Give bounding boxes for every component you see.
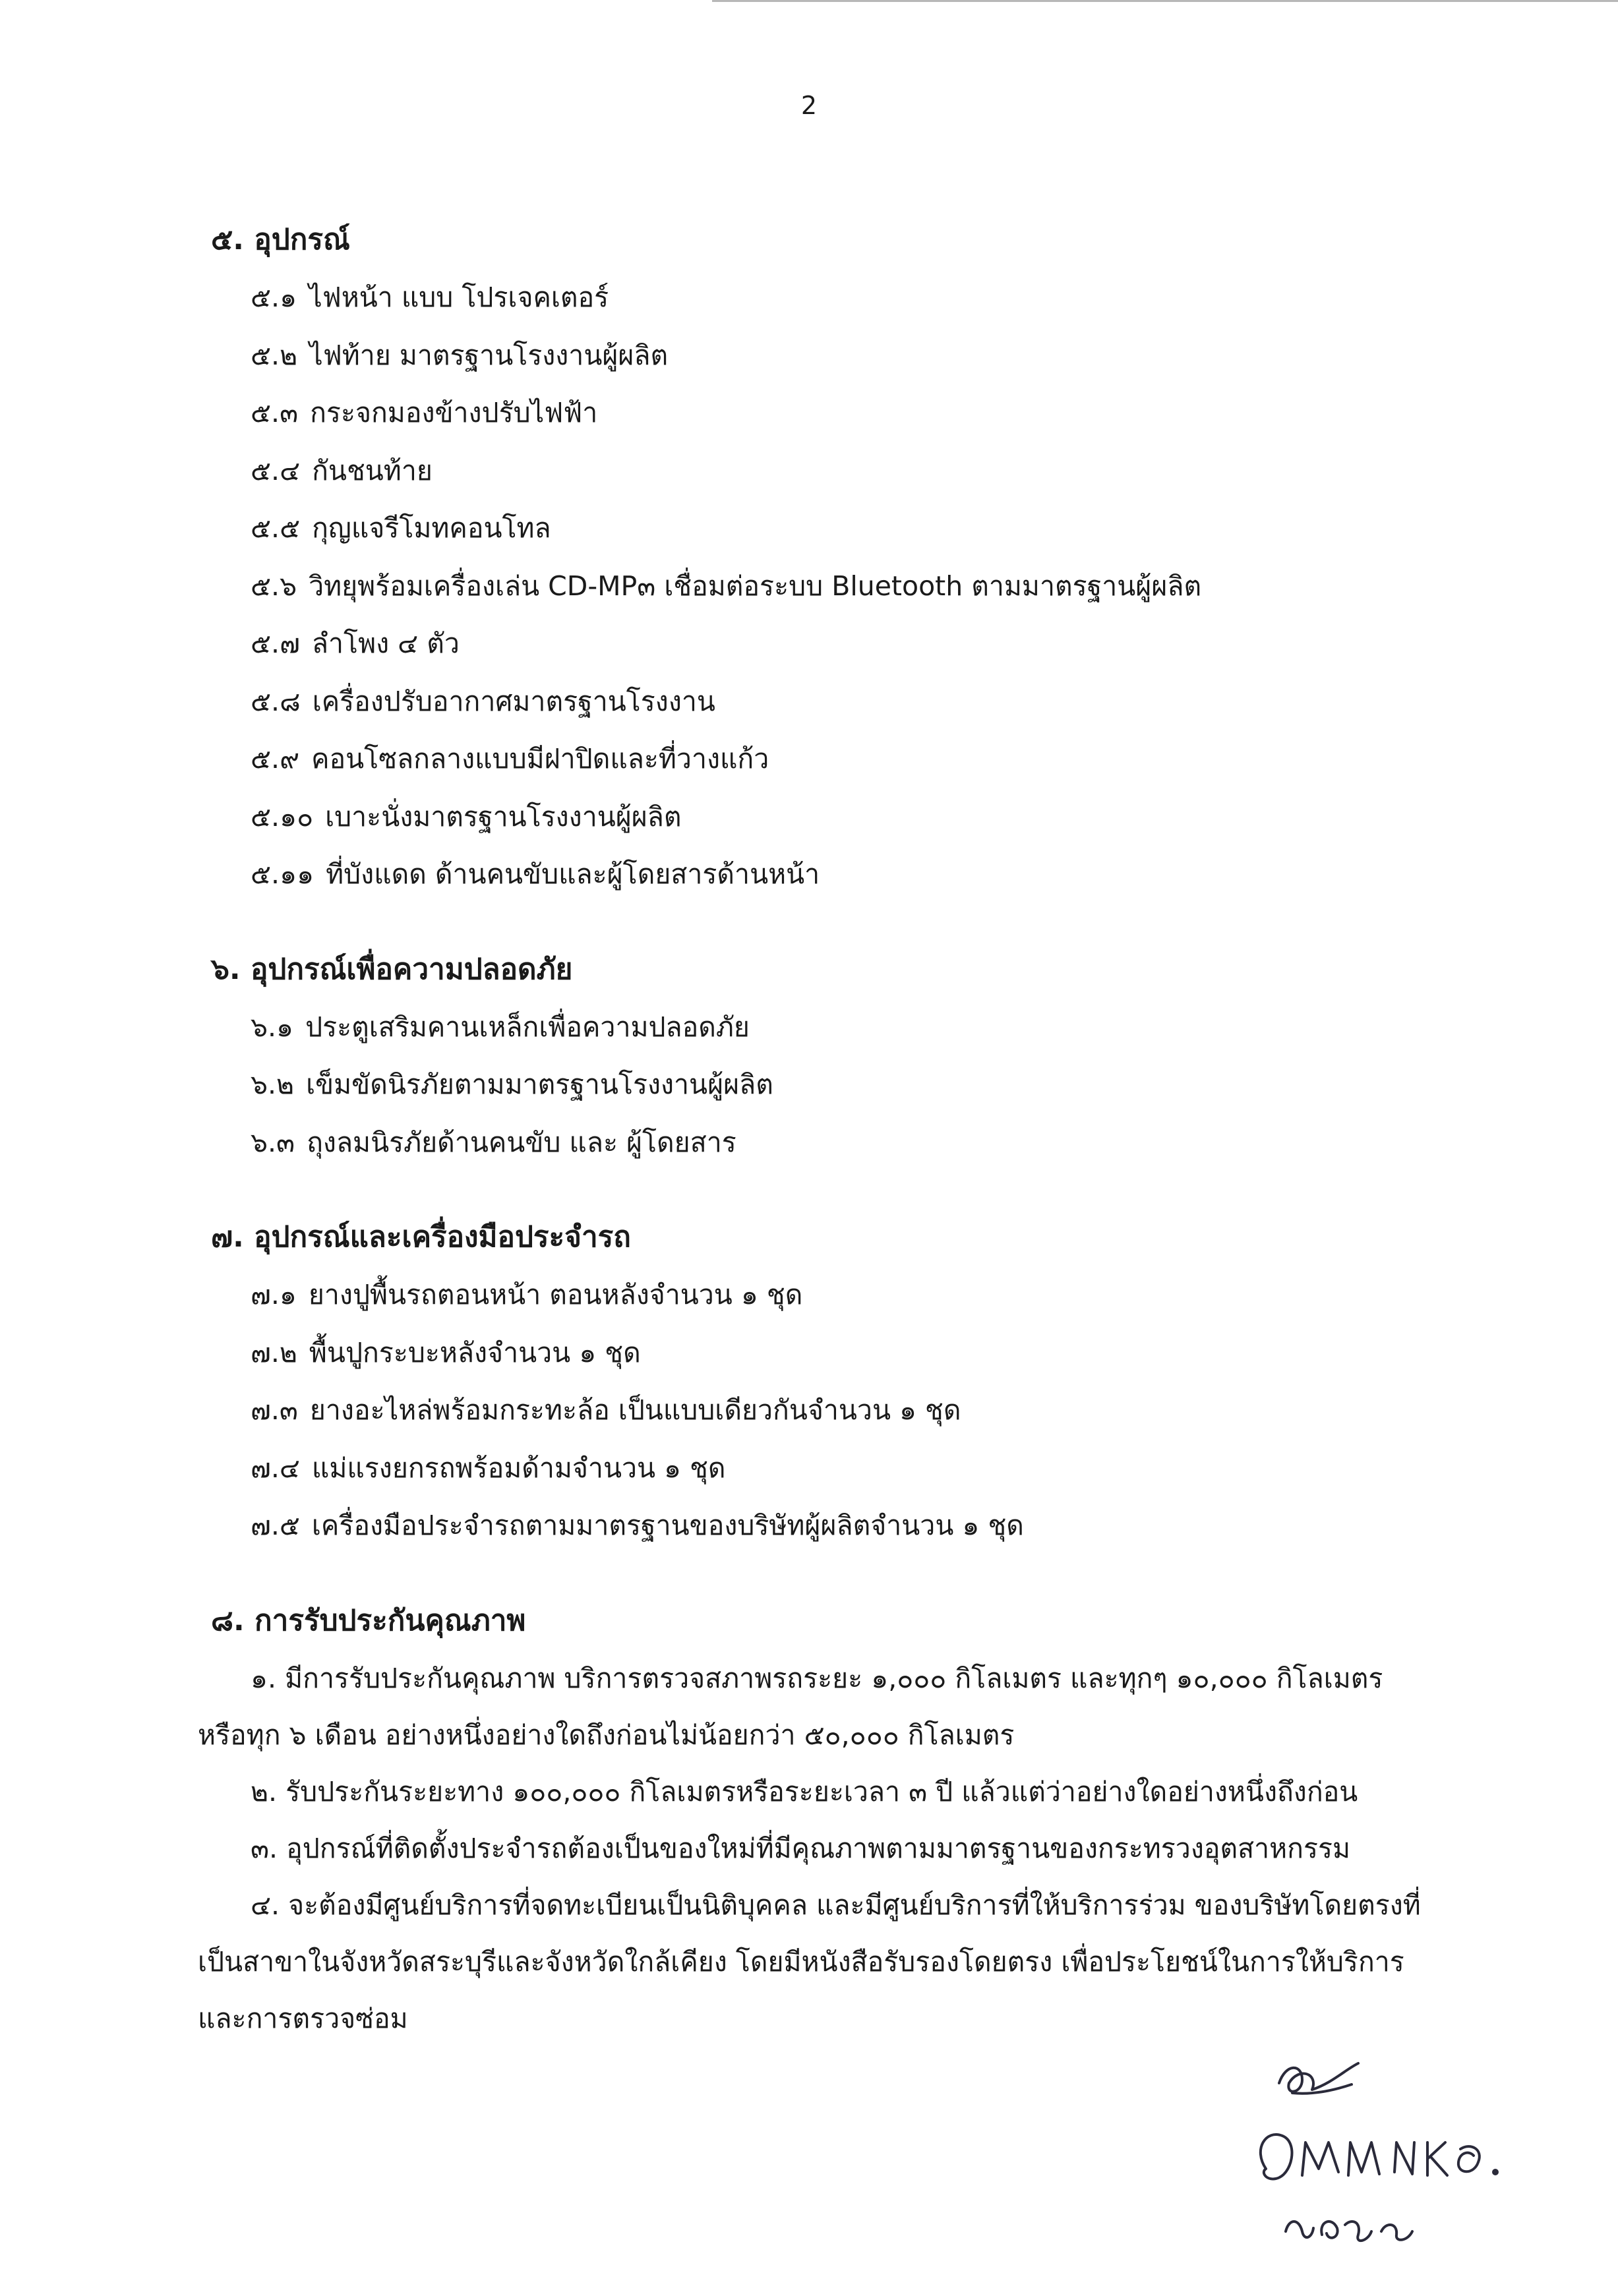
item-number: ๕.๑ (251, 281, 297, 313)
section-heading: ๗. อุปกรณ์และเครื่องมือประจำรถ (211, 1220, 631, 1254)
item-number: ๕.๔ (251, 454, 301, 486)
item-text: แม่แรงยกรถพร้อมด้ามจำนวน ๑ ชุด (311, 1452, 726, 1484)
item-text: เข็มขัดนิรภัยตามมาตรฐานโรงงานผู้ผลิต (306, 1069, 773, 1100)
item-number: ๖.๑ (251, 1011, 294, 1043)
list-item (251, 788, 1451, 846)
item-text: ลำโพง ๔ ตัว (311, 628, 460, 659)
item-number: ๗.๑ (251, 1279, 297, 1310)
item-number: ๗.๔ (251, 1452, 300, 1484)
item-text: พื้นปูกระบะหลังจำนวน ๑ ชุด (309, 1336, 641, 1369)
handwritten-signature (1240, 2044, 1516, 2268)
section-safety-equipment (198, 941, 1451, 1172)
item-number: ๕.๖ (251, 570, 297, 602)
item-number: ๕.๑๐ (251, 800, 314, 833)
list-item (251, 269, 1451, 327)
list-item (251, 1114, 1451, 1172)
item-number: ๗.๓ (251, 1394, 298, 1426)
list-item (251, 558, 1451, 616)
item-number: ๕.๗ (251, 628, 300, 659)
item-text: กุญแจรีโมทคอนโทล (312, 512, 551, 544)
item-number: ๕.๒ (251, 339, 298, 371)
warranty-paragraph: ๒. รับประกันระยะทาง ๑๐๐,๐๐๐ กิโลเมตรหรือระยะเวลา ๓ ปี แล้วแต่ว่าอย่างใดอย่างหนึ่งถึงก่อน (251, 1775, 1358, 1808)
item-number: ๖.๒ (251, 1069, 295, 1100)
list-item (251, 730, 1451, 788)
item-text: กระจกมองข้างปรับไฟฟ้า (310, 397, 598, 428)
item-text: ยางปูพื้นรถตอนหน้า ตอนหลังจำนวน ๑ ชุด (308, 1279, 803, 1310)
item-text: วิทยุพร้อมเครื่องเล่น CD-MP๓ เชื่อมต่อระบบ Bluetooth ตามมาตรฐานผู้ผลิต (309, 570, 1202, 602)
item-number: ๕.๑๑ (251, 858, 315, 890)
warranty-paragraph: ๓. อุปกรณ์ที่ติดตั้งประจำรถต้องเป็นของใหม่ที่มีคุณภาพตามมาตรฐานของกระทรวงอุตสาหกรรม (251, 1832, 1351, 1864)
list-item (251, 442, 1451, 500)
item-text: เบาะนั่งมาตรฐานโรงงานผู้ผลิต (325, 800, 682, 833)
item-number: ๕.๕ (251, 512, 301, 544)
item-text: ไฟท้าย มาตรฐานโรงงานผู้ผลิต (309, 339, 669, 371)
list-item (251, 500, 1451, 558)
list-item (251, 846, 1451, 904)
list-item (251, 1324, 1451, 1382)
list-item (251, 673, 1451, 731)
list-item (251, 615, 1451, 673)
item-text: เครื่องมือประจำรถตามมาตรฐานของบริษัทผู้ผลิตจำนวน ๑ ชุด (311, 1510, 1024, 1541)
item-number: ๕.๙ (251, 743, 300, 775)
list-item (251, 384, 1451, 442)
warranty-paragraph: ๑. มีการรับประกันคุณภาพ บริการตรวจสภาพรถระยะ ๑,๐๐๐ กิโลเมตร และทุกๆ ๑๐,๐๐๐ กิโลเมตร หรือทุก ๖ เดือน อย่างหนึ่งอย่างใดถึงก่อนไม่น้อยกว่า ๕๐,๐๐๐ กิโลเมตร (198, 1662, 1383, 1751)
item-text: คอนโซลกลางแบบมีฝาปิดและที่วางแก้ว (311, 743, 769, 775)
section-tools (198, 1208, 1451, 1555)
item-number: ๕.๓ (251, 397, 299, 428)
section-heading: ๘. การรับประกันคุณภาพ (211, 1603, 526, 1637)
item-text: ไฟหน้า แบบ โปรเจคเตอร์ (309, 281, 609, 313)
item-text: กันชนท้าย (312, 454, 433, 486)
list-item (251, 327, 1451, 385)
list-item (251, 1497, 1451, 1555)
section-heading: ๕. อุปกรณ์ (211, 223, 350, 256)
list-item (251, 1440, 1451, 1498)
page-number: 2 (800, 91, 818, 120)
item-text: เครื่องปรับอากาศมาตรฐานโรงงาน (312, 685, 715, 717)
item-text: ประตูเสริมคานเหล็กเพื่อความปลอดภัย (305, 1011, 750, 1043)
section-heading: ๖. อุปกรณ์เพื่อความปลอดภัย (211, 952, 573, 986)
scan-edge-line (712, 0, 1618, 2)
item-text: ที่บังแดด ด้านคนขับและผู้โดยสารด้านหน้า (326, 858, 820, 890)
section-equipment (198, 211, 1451, 904)
document-body (198, 211, 1451, 2084)
list-item (251, 1382, 1451, 1440)
item-text: ถุงลมนิรภัยด้านคนขับ และ ผู้โดยสาร (307, 1126, 736, 1158)
item-number: ๗.๕ (251, 1510, 300, 1541)
item-text: ยางอะไหล่พร้อมกระทะล้อ เป็นแบบเดียวกันจำนวน ๑ ชุด (309, 1394, 961, 1426)
item-number: ๖.๓ (251, 1126, 295, 1158)
list-item (251, 1056, 1451, 1114)
list-item (251, 1266, 1451, 1324)
list-item (251, 999, 1451, 1057)
warranty-paragraph: ๔. จะต้องมีศูนย์บริการที่จดทะเบียนเป็นนิติบุคคล และมีศูนย์บริการที่ให้บริการร่วม ของบริษัทโดยตรงที่เป็นสาขาในจังหวัดสระบุรีและจังหวัดใกล้เคียง โดยมีหนังสือรับรองโดยตรง เพื่อประโยชน์ในการให้บริการและการตรวจซ่อม (198, 1889, 1421, 2034)
item-number: ๕.๘ (251, 685, 301, 717)
item-number: ๗.๒ (251, 1336, 297, 1369)
section-warranty (198, 1592, 1451, 2047)
